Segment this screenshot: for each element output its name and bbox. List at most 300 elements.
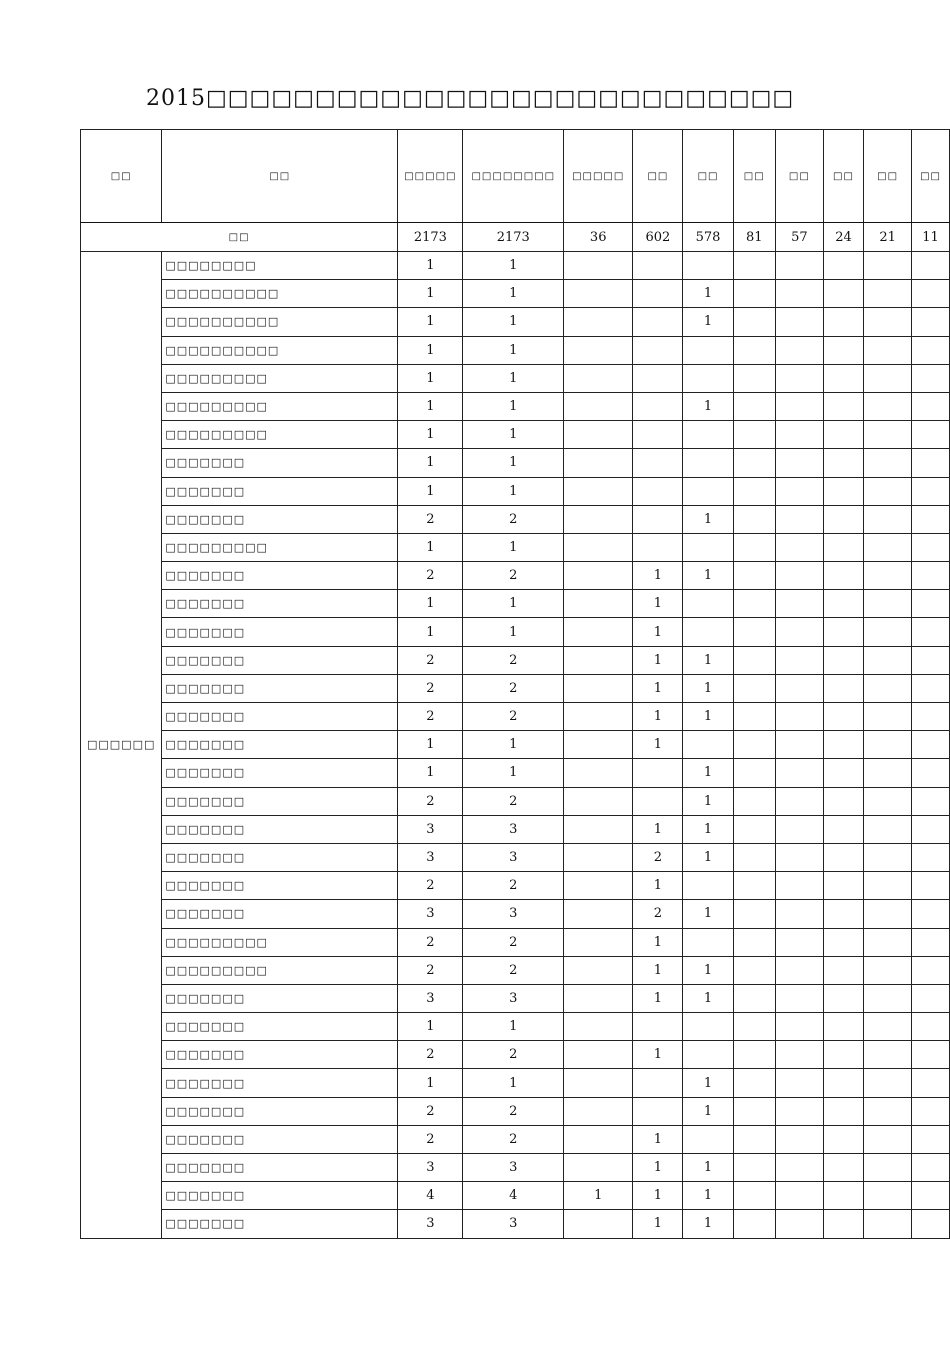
row-name: □□□□□□□	[162, 1013, 398, 1041]
value-cell	[775, 787, 823, 815]
value-cell	[775, 872, 823, 900]
value-cell	[864, 1182, 912, 1210]
value-cell: 2	[398, 562, 463, 590]
value-cell	[564, 731, 633, 759]
value-cell: 1	[683, 1069, 733, 1097]
value-cell	[633, 1069, 683, 1097]
value-cell: 1	[463, 590, 564, 618]
table-row	[81, 815, 950, 843]
value-cell	[564, 1069, 633, 1097]
value-cell	[823, 956, 863, 984]
value-cell	[564, 280, 633, 308]
total-cell: 2173	[398, 223, 463, 252]
value-cell	[864, 336, 912, 364]
value-cell: 1	[633, 618, 683, 646]
data-table	[80, 129, 950, 1239]
value-cell	[912, 308, 950, 336]
table-row	[81, 1182, 950, 1210]
value-cell	[864, 618, 912, 646]
value-cell: 1	[398, 618, 463, 646]
value-cell	[633, 505, 683, 533]
value-cell	[564, 421, 633, 449]
value-cell: 2	[463, 1041, 564, 1069]
value-cell	[823, 872, 863, 900]
total-row	[81, 223, 950, 252]
value-cell	[823, 590, 863, 618]
value-cell	[864, 928, 912, 956]
value-cell	[633, 336, 683, 364]
value-cell: 1	[633, 674, 683, 702]
value-cell	[775, 308, 823, 336]
value-cell	[775, 1097, 823, 1125]
value-cell	[733, 1069, 775, 1097]
row-name: □□□□□□□	[162, 590, 398, 618]
value-cell: 2	[463, 703, 564, 731]
row-name: □□□□□□□□□	[162, 928, 398, 956]
value-cell	[823, 1013, 863, 1041]
value-cell: 2	[633, 900, 683, 928]
value-cell	[823, 308, 863, 336]
value-cell	[564, 533, 633, 561]
value-cell	[864, 646, 912, 674]
value-cell	[823, 1182, 863, 1210]
value-cell: 1	[398, 280, 463, 308]
value-cell	[912, 646, 950, 674]
value-cell: 1	[398, 252, 463, 280]
total-label: □□	[81, 223, 398, 252]
value-cell	[733, 674, 775, 702]
value-cell	[912, 1069, 950, 1097]
value-cell	[912, 1154, 950, 1182]
value-cell: 2	[398, 646, 463, 674]
value-cell	[733, 703, 775, 731]
row-name: □□□□□□□	[162, 1182, 398, 1210]
value-cell	[733, 364, 775, 392]
value-cell	[564, 646, 633, 674]
value-cell	[733, 252, 775, 280]
value-cell	[864, 843, 912, 871]
value-cell	[564, 928, 633, 956]
value-cell	[912, 336, 950, 364]
value-cell: 1	[633, 562, 683, 590]
value-cell	[823, 1210, 863, 1238]
value-cell	[912, 618, 950, 646]
value-cell	[864, 872, 912, 900]
value-cell	[864, 364, 912, 392]
group-label: □□□□□□	[81, 252, 162, 1239]
value-cell	[823, 731, 863, 759]
value-cell	[633, 759, 683, 787]
value-cell	[683, 477, 733, 505]
row-name: □□□□□□□	[162, 505, 398, 533]
value-cell	[912, 392, 950, 420]
value-cell	[733, 759, 775, 787]
value-cell	[564, 252, 633, 280]
value-cell: 1	[463, 759, 564, 787]
value-cell	[733, 815, 775, 843]
value-cell: 4	[463, 1182, 564, 1210]
row-name: □□□□□□□	[162, 477, 398, 505]
value-cell	[912, 956, 950, 984]
value-cell	[775, 843, 823, 871]
value-cell	[775, 646, 823, 674]
value-cell	[564, 562, 633, 590]
value-cell	[564, 1154, 633, 1182]
row-name: □□□□□□□	[162, 731, 398, 759]
value-cell	[912, 759, 950, 787]
value-cell	[633, 280, 683, 308]
value-cell	[564, 815, 633, 843]
table-row	[81, 449, 950, 477]
table-row	[81, 1210, 950, 1238]
value-cell	[864, 1013, 912, 1041]
header-cell: □□	[733, 130, 775, 223]
value-cell	[775, 336, 823, 364]
header-cell: □□□□□□□□	[463, 130, 564, 223]
value-cell	[912, 984, 950, 1012]
value-cell	[564, 843, 633, 871]
table-row	[81, 703, 950, 731]
table-row	[81, 1041, 950, 1069]
value-cell	[683, 449, 733, 477]
value-cell	[564, 449, 633, 477]
value-cell	[912, 533, 950, 561]
value-cell	[683, 928, 733, 956]
value-cell: 3	[463, 900, 564, 928]
value-cell	[864, 1154, 912, 1182]
value-cell: 1	[463, 449, 564, 477]
value-cell	[564, 505, 633, 533]
value-cell	[864, 590, 912, 618]
value-cell: 2	[398, 703, 463, 731]
value-cell	[683, 364, 733, 392]
value-cell	[564, 477, 633, 505]
value-cell	[775, 562, 823, 590]
value-cell: 3	[398, 843, 463, 871]
value-cell	[564, 364, 633, 392]
value-cell	[564, 336, 633, 364]
value-cell	[864, 505, 912, 533]
value-cell: 1	[683, 280, 733, 308]
value-cell	[633, 1013, 683, 1041]
value-cell	[775, 674, 823, 702]
value-cell	[683, 731, 733, 759]
value-cell	[864, 1210, 912, 1238]
value-cell	[733, 505, 775, 533]
value-cell	[912, 449, 950, 477]
row-name: □□□□□□□	[162, 646, 398, 674]
value-cell	[775, 1041, 823, 1069]
value-cell	[823, 815, 863, 843]
value-cell	[683, 336, 733, 364]
value-cell	[733, 1041, 775, 1069]
value-cell	[823, 984, 863, 1012]
value-cell	[864, 674, 912, 702]
value-cell	[683, 590, 733, 618]
row-name: □□□□□□□	[162, 984, 398, 1012]
value-cell	[683, 872, 733, 900]
table-row	[81, 336, 950, 364]
value-cell	[823, 505, 863, 533]
row-name: □□□□□□□□□	[162, 421, 398, 449]
value-cell: 3	[463, 815, 564, 843]
value-cell	[912, 280, 950, 308]
value-cell: 1	[683, 392, 733, 420]
value-cell: 1	[683, 505, 733, 533]
header-cell: □□	[775, 130, 823, 223]
value-cell	[823, 618, 863, 646]
row-name: □□□□□□□□□□	[162, 336, 398, 364]
value-cell	[912, 562, 950, 590]
value-cell: 1	[463, 336, 564, 364]
value-cell	[733, 843, 775, 871]
table-row	[81, 928, 950, 956]
header-cell: □□	[864, 130, 912, 223]
value-cell	[775, 956, 823, 984]
value-cell	[864, 280, 912, 308]
value-cell: 3	[463, 843, 564, 871]
value-cell: 1	[398, 308, 463, 336]
value-cell	[912, 1182, 950, 1210]
value-cell	[864, 900, 912, 928]
table-row	[81, 392, 950, 420]
total-cell: 21	[864, 223, 912, 252]
value-cell	[733, 928, 775, 956]
value-cell: 1	[633, 1041, 683, 1069]
header-cell: □□	[162, 130, 398, 223]
value-cell	[823, 449, 863, 477]
total-cell: 57	[775, 223, 823, 252]
header-cell: □□□□□	[564, 130, 633, 223]
value-cell: 1	[398, 364, 463, 392]
total-cell: 11	[912, 223, 950, 252]
value-cell: 2	[398, 872, 463, 900]
value-cell	[775, 900, 823, 928]
value-cell: 3	[463, 1154, 564, 1182]
value-cell: 1	[683, 787, 733, 815]
value-cell: 1	[633, 928, 683, 956]
header-cell: □□	[823, 130, 863, 223]
value-cell	[775, 1154, 823, 1182]
value-cell	[823, 533, 863, 561]
value-cell	[823, 787, 863, 815]
value-cell: 1	[633, 1154, 683, 1182]
table-row	[81, 1125, 950, 1153]
table-row	[81, 1154, 950, 1182]
value-cell	[733, 449, 775, 477]
value-cell: 1	[633, 703, 683, 731]
value-cell	[912, 843, 950, 871]
value-cell	[823, 843, 863, 871]
value-cell	[564, 872, 633, 900]
value-cell	[683, 1013, 733, 1041]
value-cell	[733, 984, 775, 1012]
value-cell	[564, 618, 633, 646]
value-cell: 1	[633, 646, 683, 674]
value-cell: 1	[398, 392, 463, 420]
value-cell: 1	[633, 956, 683, 984]
value-cell	[564, 1210, 633, 1238]
value-cell	[823, 759, 863, 787]
value-cell	[775, 703, 823, 731]
value-cell: 1	[683, 562, 733, 590]
value-cell: 1	[683, 703, 733, 731]
value-cell: 1	[463, 1013, 564, 1041]
value-cell: 1	[463, 364, 564, 392]
value-cell	[823, 1097, 863, 1125]
value-cell	[912, 815, 950, 843]
value-cell	[775, 1210, 823, 1238]
value-cell: 1	[398, 731, 463, 759]
value-cell	[864, 421, 912, 449]
row-name: □□□□□□□	[162, 674, 398, 702]
value-cell	[912, 505, 950, 533]
value-cell	[912, 590, 950, 618]
value-cell	[775, 449, 823, 477]
total-cell: 2173	[463, 223, 564, 252]
value-cell: 1	[683, 843, 733, 871]
value-cell	[775, 280, 823, 308]
value-cell: 1	[683, 900, 733, 928]
total-cell: 602	[633, 223, 683, 252]
value-cell: 1	[683, 759, 733, 787]
value-cell: 1	[633, 1182, 683, 1210]
table-row	[81, 618, 950, 646]
value-cell: 2	[463, 928, 564, 956]
value-cell	[912, 1125, 950, 1153]
value-cell	[733, 646, 775, 674]
value-cell	[633, 477, 683, 505]
row-name: □□□□□□□	[162, 703, 398, 731]
value-cell	[633, 364, 683, 392]
value-cell	[912, 1013, 950, 1041]
value-cell	[864, 533, 912, 561]
row-name: □□□□□□□	[162, 562, 398, 590]
value-cell	[912, 1097, 950, 1125]
value-cell	[823, 1154, 863, 1182]
value-cell	[823, 1125, 863, 1153]
row-name: □□□□□□□	[162, 787, 398, 815]
value-cell	[733, 618, 775, 646]
value-cell: 1	[683, 815, 733, 843]
value-cell	[733, 1154, 775, 1182]
value-cell	[775, 815, 823, 843]
value-cell: 3	[398, 900, 463, 928]
value-cell: 2	[463, 787, 564, 815]
value-cell	[823, 1041, 863, 1069]
value-cell: 1	[463, 1069, 564, 1097]
row-name: □□□□□□□	[162, 1154, 398, 1182]
value-cell	[864, 562, 912, 590]
table-row	[81, 843, 950, 871]
value-cell	[912, 731, 950, 759]
value-cell	[775, 1182, 823, 1210]
value-cell	[564, 590, 633, 618]
row-name: □□□□□□□□□	[162, 956, 398, 984]
value-cell	[633, 449, 683, 477]
value-cell	[733, 872, 775, 900]
value-cell	[823, 336, 863, 364]
value-cell: 4	[398, 1182, 463, 1210]
value-cell: 1	[463, 392, 564, 420]
table-row	[81, 364, 950, 392]
value-cell: 1	[463, 280, 564, 308]
value-cell	[633, 308, 683, 336]
value-cell	[864, 477, 912, 505]
value-cell	[775, 759, 823, 787]
value-cell: 1	[633, 984, 683, 1012]
table-row	[81, 1097, 950, 1125]
value-cell: 1	[463, 731, 564, 759]
value-cell	[564, 392, 633, 420]
header-cell: □□	[912, 130, 950, 223]
row-name: □□□□□□□	[162, 1069, 398, 1097]
value-cell	[775, 590, 823, 618]
value-cell: 3	[398, 1210, 463, 1238]
value-cell	[733, 421, 775, 449]
total-cell: 578	[683, 223, 733, 252]
value-cell	[775, 477, 823, 505]
value-cell: 1	[683, 956, 733, 984]
value-cell	[633, 392, 683, 420]
value-cell	[733, 731, 775, 759]
value-cell	[564, 1041, 633, 1069]
value-cell: 1	[683, 1182, 733, 1210]
value-cell	[775, 984, 823, 1012]
value-cell	[864, 1125, 912, 1153]
value-cell: 1	[398, 1013, 463, 1041]
value-cell: 1	[463, 477, 564, 505]
value-cell	[564, 703, 633, 731]
table-row	[81, 900, 950, 928]
value-cell: 1	[683, 646, 733, 674]
value-cell	[823, 562, 863, 590]
value-cell	[733, 1125, 775, 1153]
value-cell	[564, 1097, 633, 1125]
value-cell	[683, 252, 733, 280]
value-cell	[823, 703, 863, 731]
value-cell	[864, 1069, 912, 1097]
row-name: □□□□□□□□	[162, 252, 398, 280]
value-cell: 3	[463, 984, 564, 1012]
value-cell: 1	[683, 1154, 733, 1182]
value-cell: 1	[463, 308, 564, 336]
value-cell	[823, 646, 863, 674]
value-cell: 2	[398, 674, 463, 702]
value-cell	[912, 1041, 950, 1069]
table-row	[81, 590, 950, 618]
value-cell: 1	[633, 590, 683, 618]
value-cell	[864, 308, 912, 336]
row-name: □□□□□□□	[162, 759, 398, 787]
value-cell	[564, 787, 633, 815]
value-cell	[864, 252, 912, 280]
value-cell	[823, 421, 863, 449]
value-cell: 2	[463, 956, 564, 984]
header-cell: □□	[683, 130, 733, 223]
value-cell	[912, 477, 950, 505]
value-cell	[564, 1125, 633, 1153]
value-cell	[775, 505, 823, 533]
value-cell	[864, 815, 912, 843]
value-cell: 1	[398, 1069, 463, 1097]
value-cell	[775, 252, 823, 280]
table-row	[81, 421, 950, 449]
table-row	[81, 252, 950, 280]
value-cell	[864, 731, 912, 759]
value-cell: 1	[633, 1210, 683, 1238]
value-cell	[733, 590, 775, 618]
